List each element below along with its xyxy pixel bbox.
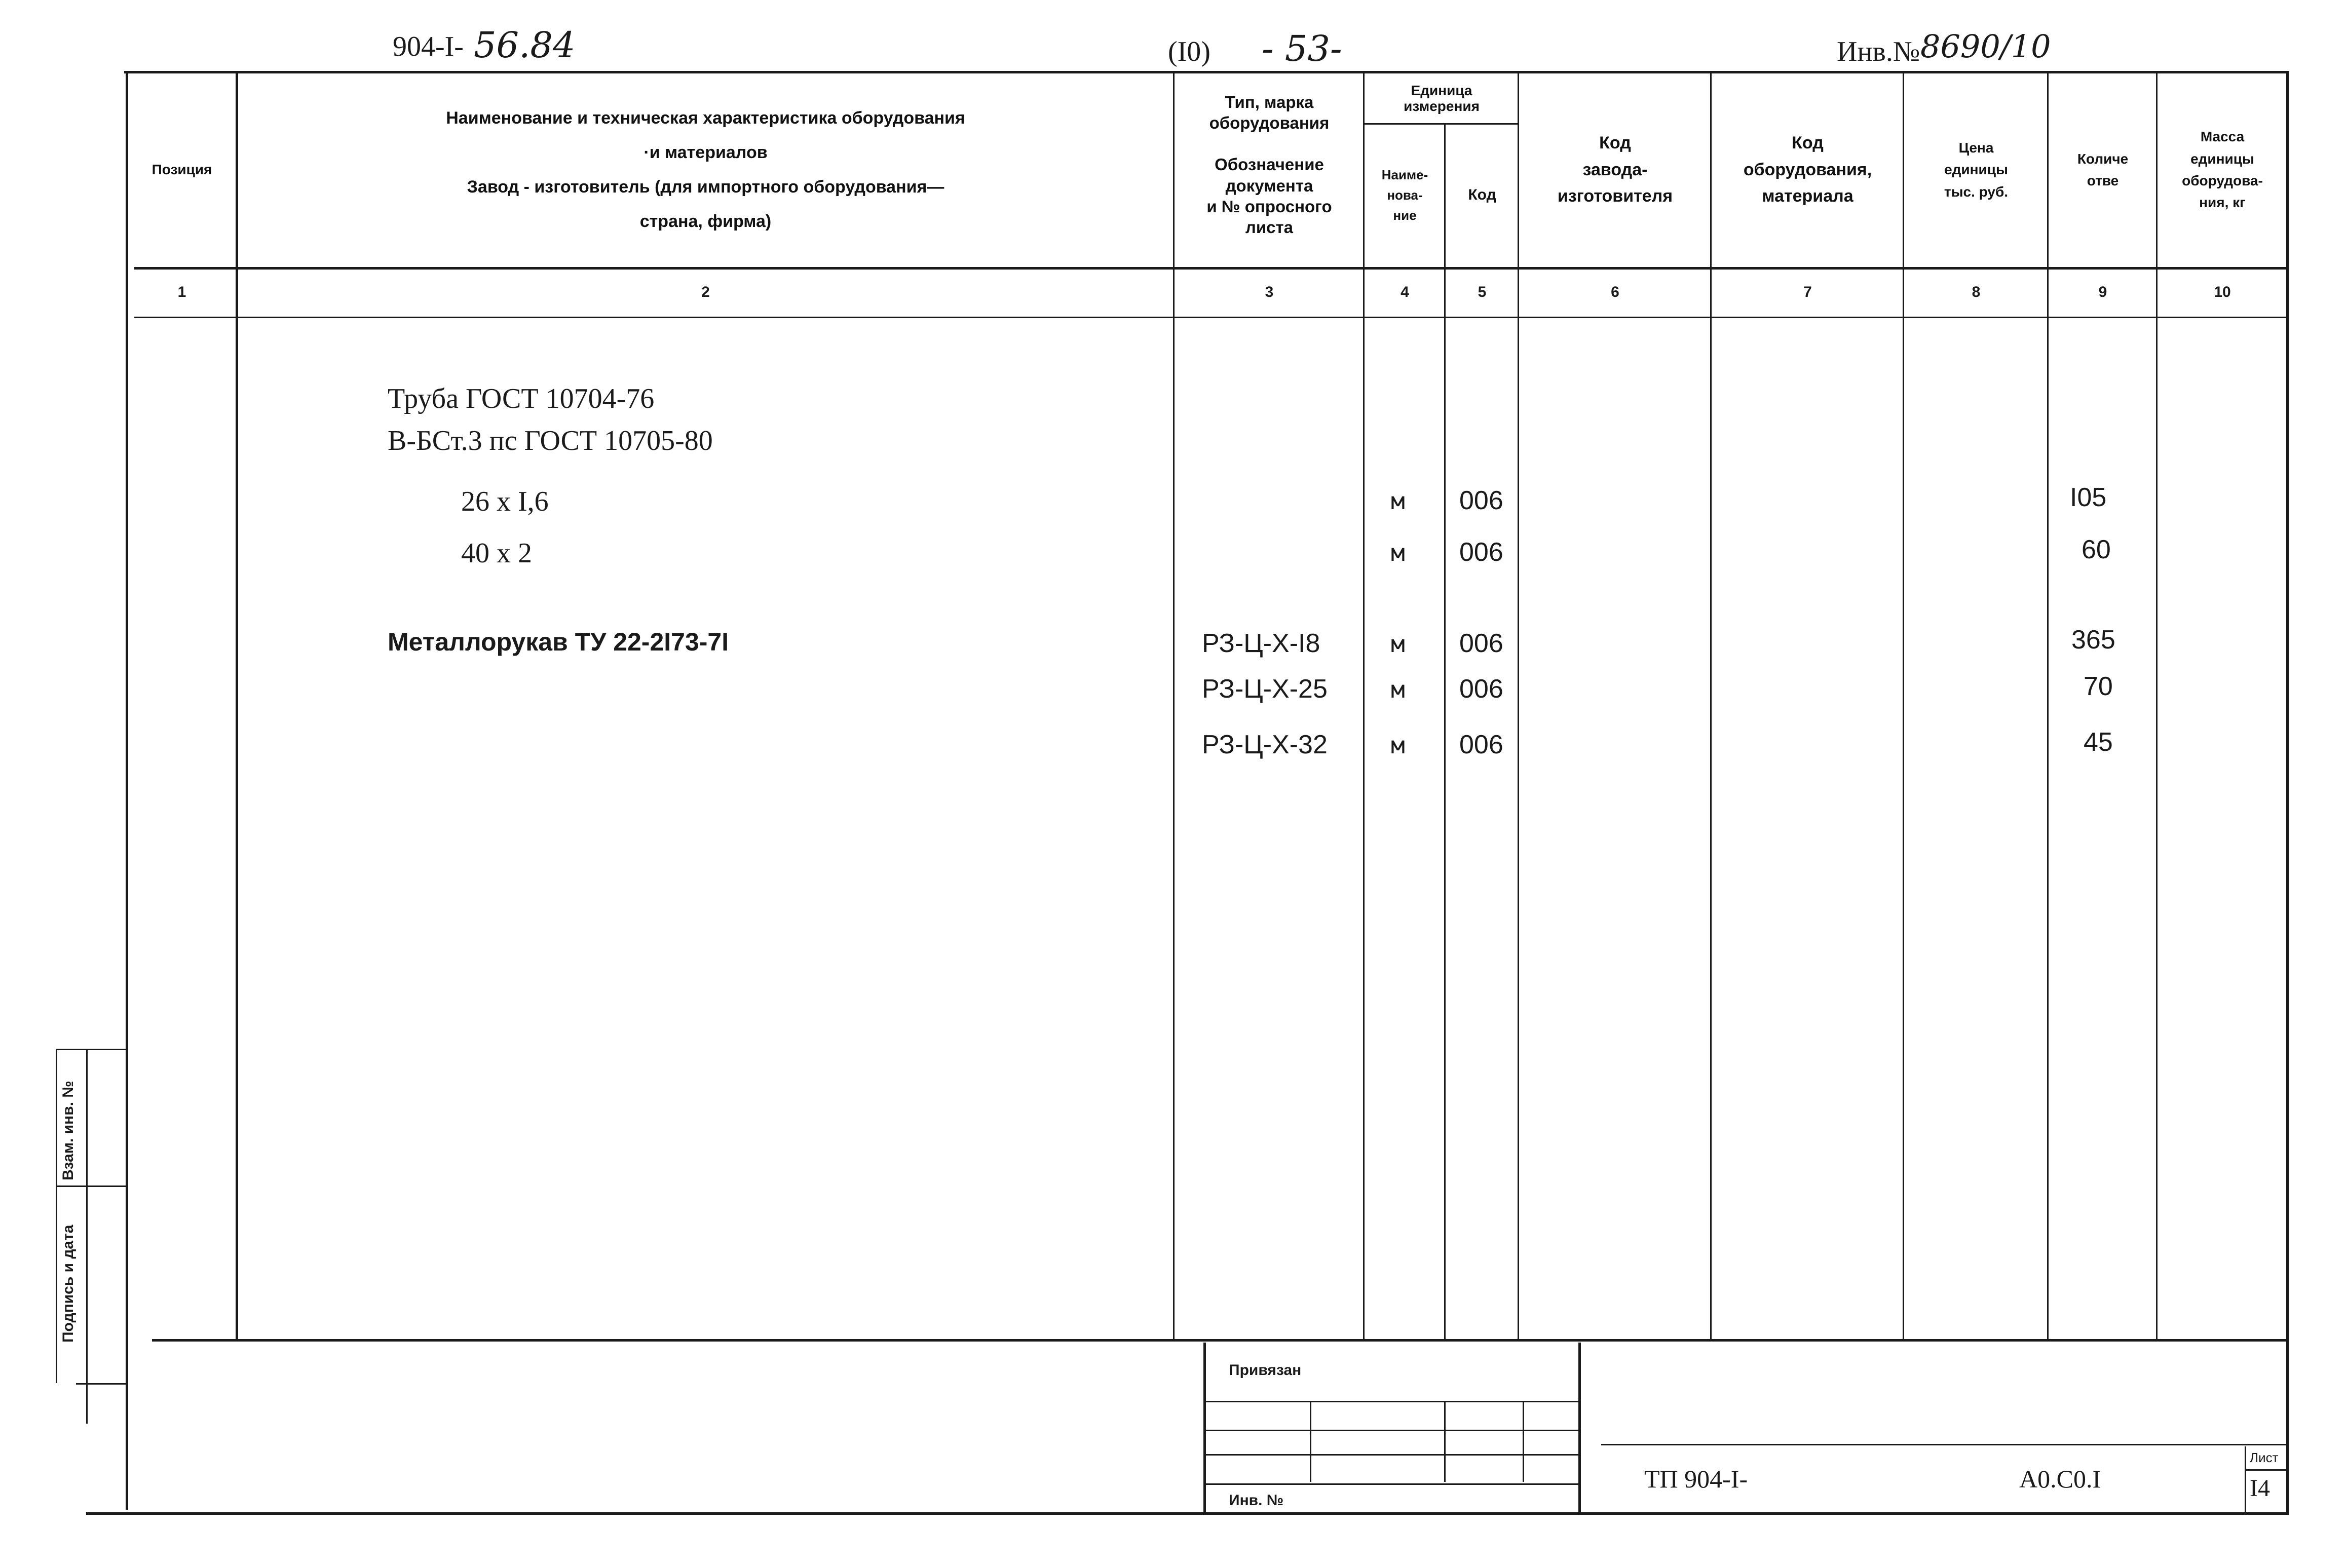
stamp-attach-col-2 [1444,1401,1446,1482]
series-prefix: 904-I- [393,31,464,62]
header-mass: Масса единицы оборудова- ния, кг [2182,129,2263,211]
stamp-sheet-divider [2245,1446,2246,1512]
col-num-5: 5 [1478,284,1487,300]
item-quantity: 60 [2082,535,2111,564]
stamp-attach-left [1203,1343,1206,1512]
header-unit-name: Наиме- нова- ние [1381,167,1428,223]
margin-stamp-mid [86,1049,88,1424]
item-name: 26 x I,6 [461,486,549,517]
item-type: РЗ-Ц-Х-25 [1202,674,1328,704]
item-quantity: 365 [2071,625,2115,655]
header-quantity: Количе отве [2077,150,2129,188]
stamp-privyazan-label: Привязан [1229,1362,1302,1379]
header-bottom-line [134,267,2286,270]
col-num-7: 7 [1803,284,1812,300]
header-unit-code: Код [1468,186,1496,203]
col-divider-4 [1444,123,1446,1340]
margin-ref-inv-label: Взам. инв. № [60,1081,77,1180]
item-quantity: I05 [2070,483,2107,512]
col-num-10: 10 [2214,284,2231,300]
stamp-attach-row-4 [1206,1483,1578,1485]
stamp-attach-col-3 [1523,1401,1524,1482]
header-price: Цена единицы тыс. руб. [1944,139,2009,200]
item-type: РЗ-Ц-Х-I8 [1202,629,1320,658]
margin-stamp-left [56,1049,57,1383]
item-unit: м [1391,630,1405,658]
header-equipment-code: Код оборудования, материала [1743,133,1872,206]
item-code: 006 [1459,486,1503,515]
col-num-6: 6 [1611,284,1619,300]
margin-stamp-split [56,1185,127,1187]
item-code: 006 [1459,674,1503,704]
stamp-sheet-split [2245,1469,2286,1471]
col-num-2: 2 [701,284,710,300]
header-unit-group: Единица измерения [1404,83,1480,114]
inventory-label: Инв.№ [1837,36,1920,67]
col-num-8: 8 [1972,284,1981,300]
col-num-4: 4 [1401,284,1409,300]
item-unit: м [1391,676,1405,703]
col-divider-6 [1710,71,1712,1340]
col-divider-7 [1903,71,1904,1340]
section-number: (I0) [1168,36,1210,67]
item-code: 006 [1459,538,1503,567]
item-name: В-БСт.3 пс ГОСТ 10705-80 [388,425,713,456]
stamp-sheet-number: I4 [2250,1475,2270,1502]
col-divider-2 [1173,71,1175,1340]
item-unit: м [1391,732,1405,759]
header-name: Наименование и техническая характеристика оборудования ·и материалов Завод - изготовитель (для импортного оборудования— страна, фирма) [446,108,965,231]
col-divider-5 [1518,71,1519,1340]
item-unit: м [1391,539,1405,566]
unit-group-divider [1363,123,1518,125]
frame-bottom-line [86,1512,2289,1515]
item-name: Труба ГОСТ 10704-76 [388,383,655,414]
col-divider-3 [1363,71,1365,1340]
col-divider-8 [2047,71,2049,1340]
item-type: РЗ-Ц-Х-32 [1202,730,1328,759]
col-num-3: 3 [1265,284,1274,300]
header-factory-code: Код завода- изготовителя [1557,133,1673,206]
margin-sign-date-label: Подпись и дата [60,1225,77,1343]
stamp-inv-no-label: Инв. № [1229,1492,1284,1509]
header-type: Тип, марка оборудования Обозначение документа и № опросного листа [1206,92,1332,237]
col-num-1: 1 [177,284,186,300]
col-num-9: 9 [2098,284,2107,300]
numbers-bottom-line [134,317,2286,318]
stamp-doc-code: ТП 904-I- [1644,1465,1748,1493]
stamp-attach-col-1 [1310,1401,1311,1482]
header-position: Позиция [152,162,212,178]
inventory-number: 8690/10 [1920,28,2051,65]
item-name: 40 x 2 [461,538,532,569]
item-unit: м [1391,487,1405,515]
frame-right-line [2286,71,2289,1515]
col-divider-9 [2156,71,2158,1340]
stamp-attach-right [1578,1343,1581,1512]
item-quantity: 45 [2084,728,2113,757]
item-code: 006 [1459,629,1503,658]
stamp-doc-top-line [1601,1444,2286,1445]
item-name: Металлорукав ТУ 22-2I73-7I [388,628,729,656]
item-quantity: 70 [2084,672,2113,701]
margin-stamp-top [56,1049,127,1050]
page-number: - 53- [1262,28,1342,69]
body-bottom-line [152,1339,2286,1342]
margin-stamp-bottom [76,1383,127,1385]
series-number: 56.84 [474,24,576,66]
stamp-doc-code-suffix: А0.С0.I [2019,1465,2101,1493]
stamp-sheet-label: Лист [2250,1450,2279,1465]
item-code: 006 [1459,730,1503,759]
